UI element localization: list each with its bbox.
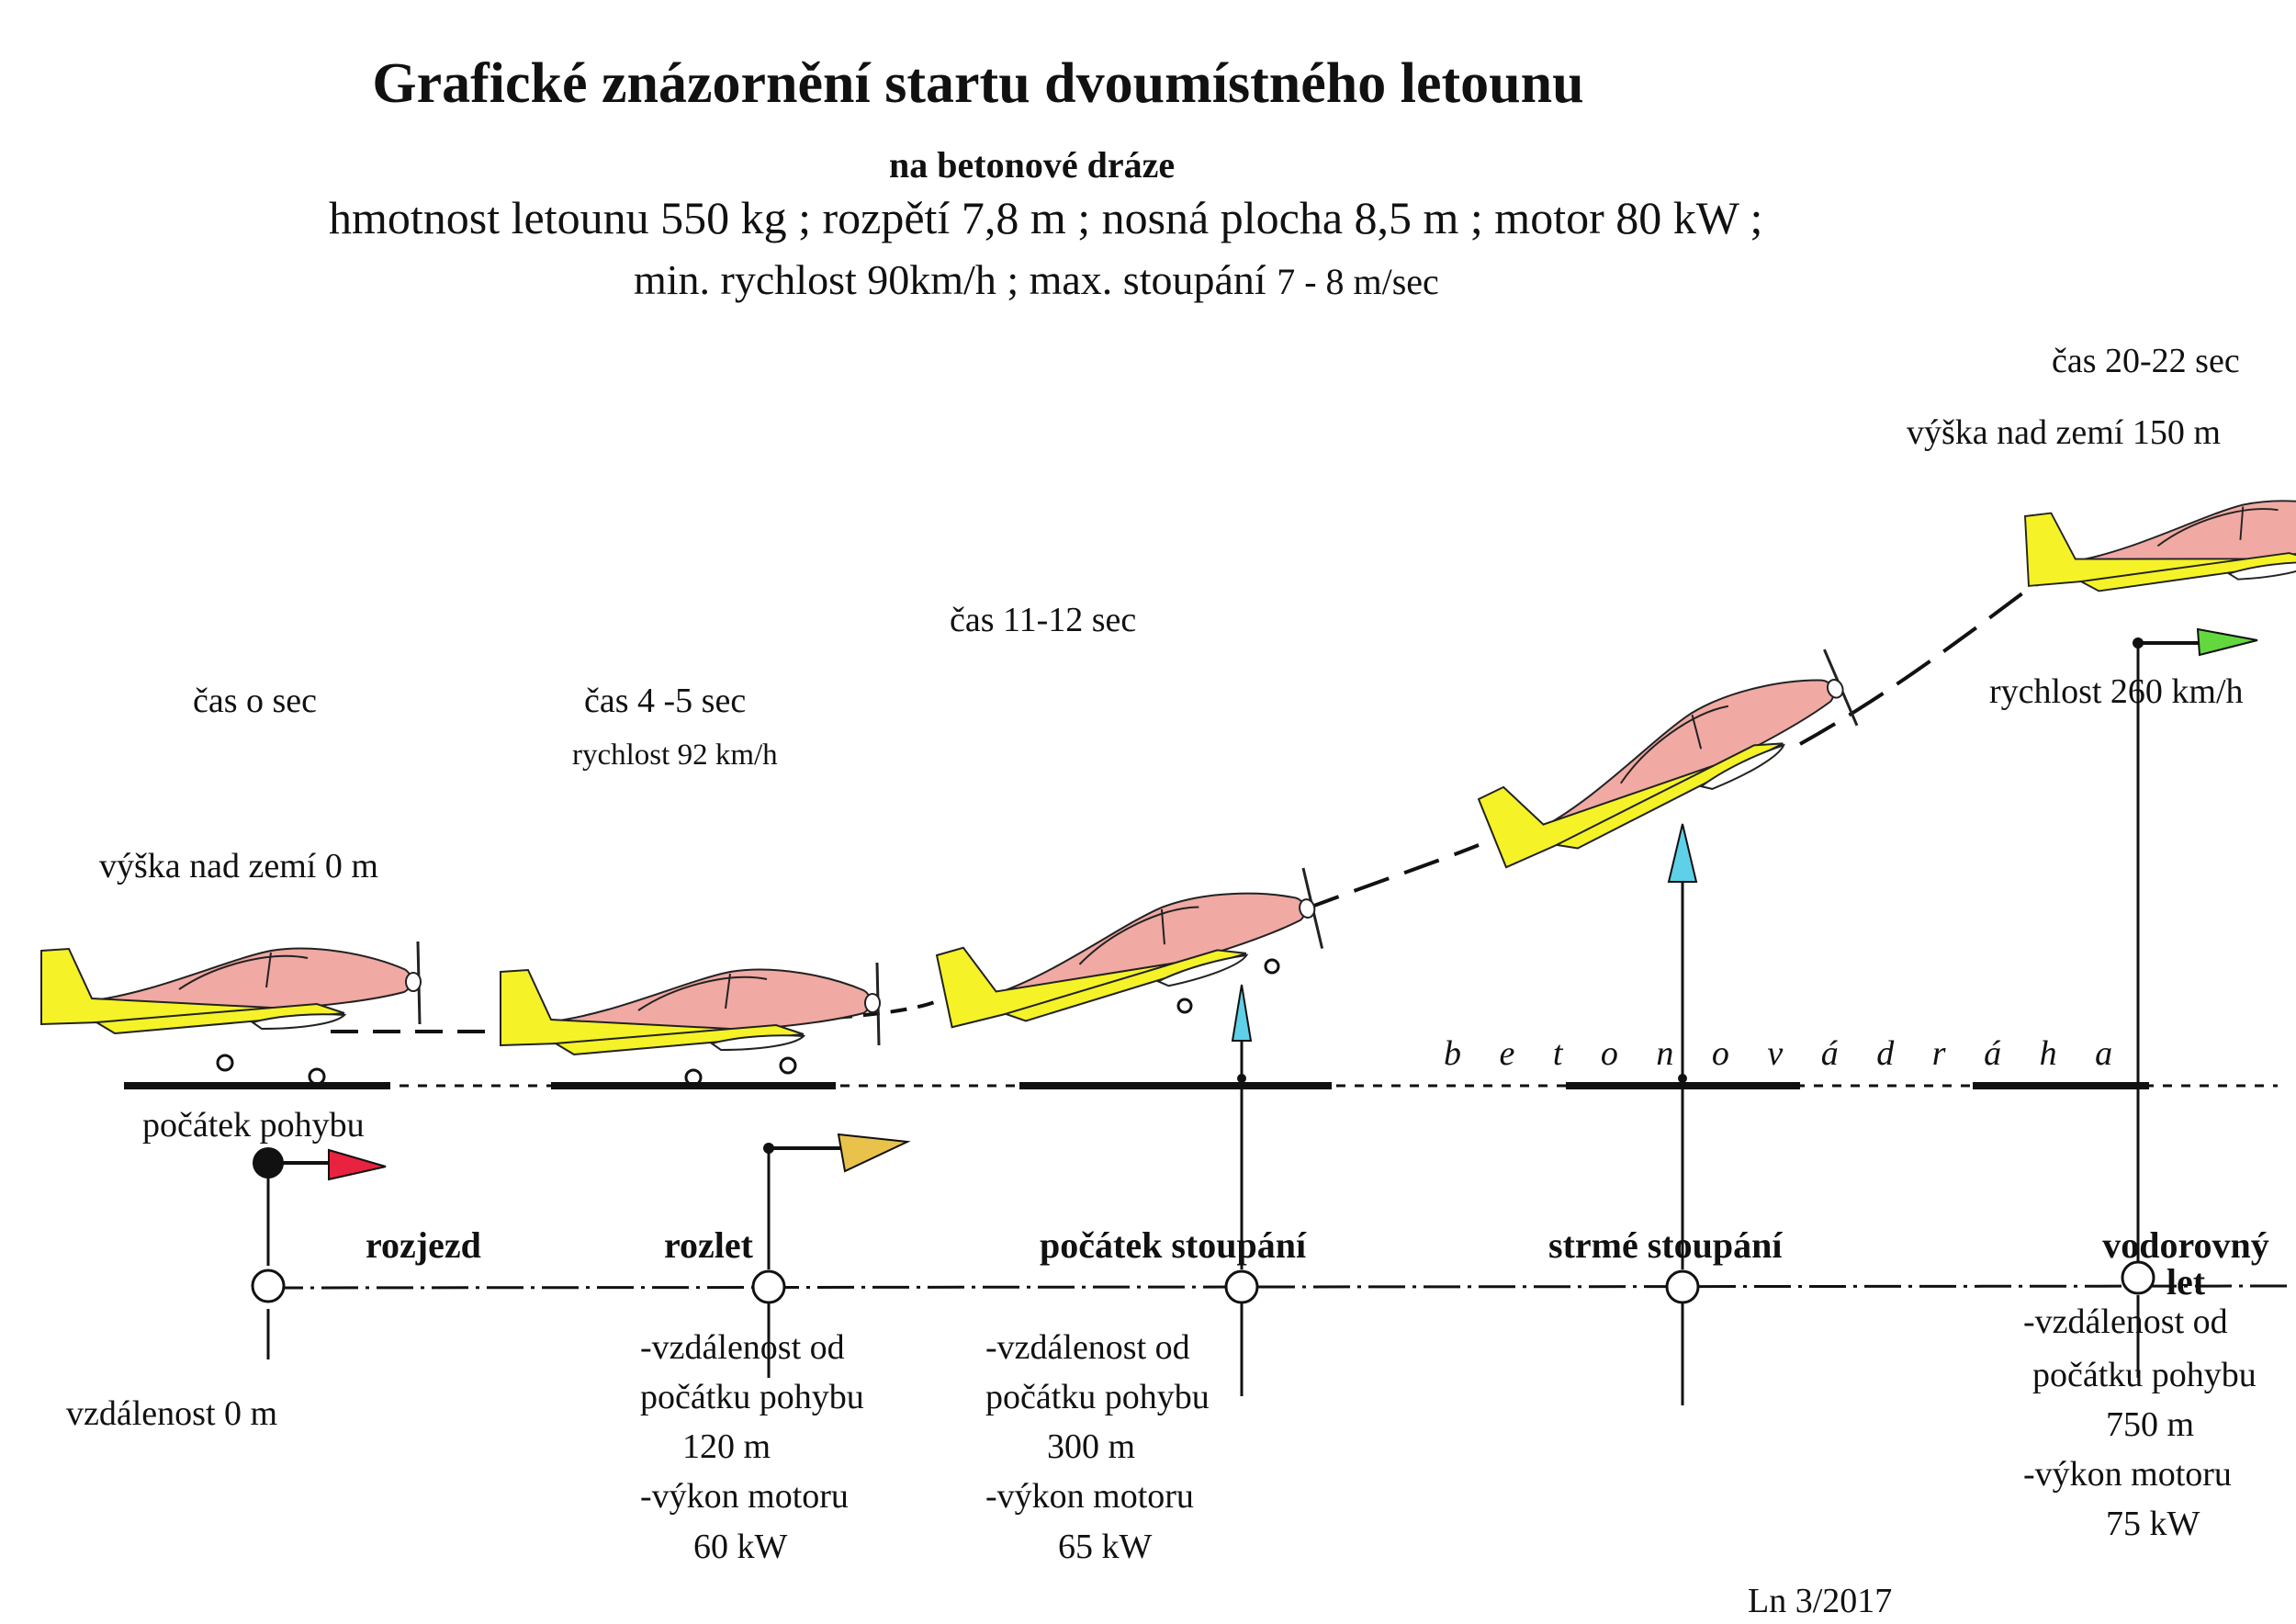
plane-rozlet — [501, 963, 880, 1054]
plane-steep — [1475, 648, 1861, 875]
stage-steep-climb: strmé stoupání — [1548, 1224, 1783, 1266]
climb-time-label: čas 11-12 sec — [950, 601, 1137, 639]
diagram-subtitle: na betonové dráze — [889, 144, 1176, 186]
rozlet-detail-5: 60 kW — [693, 1528, 788, 1566]
start-height-label: výška nad zemí 0 m — [99, 847, 378, 885]
level-time-label: čas 20-22 sec — [2052, 342, 2240, 380]
origin-label: počátek pohybu — [142, 1106, 365, 1145]
rozlet-detail-1: -vzdálenost od — [640, 1328, 845, 1367]
runway-label: b e t o n o v á d r á h a — [1444, 1034, 2128, 1073]
plane-climb — [935, 867, 1325, 1036]
climb-detail-2: počátku pohybu — [985, 1378, 1210, 1416]
rozlet-detail-2: počátku pohybu — [640, 1378, 864, 1416]
rozlet-speed-label: rychlost 92 km/h — [572, 739, 778, 772]
level-height-label: výška nad zemí 150 m — [1907, 413, 2221, 452]
rozlet-time-label: čas 4 -5 sec — [584, 682, 747, 720]
specs-line-2-main: min. rychlost 90km/h ; max. stoupání — [634, 256, 1266, 303]
stage-level-flight: vodorovný let — [2102, 1224, 2269, 1303]
level-detail-5: 75 kW — [2106, 1505, 2200, 1543]
climb-detail-5: 65 kW — [1058, 1528, 1153, 1566]
stage-rozlet: rozlet — [664, 1224, 753, 1266]
level-speed-label: rychlost 260 km/h — [1989, 672, 2244, 711]
plane-start — [41, 942, 421, 1033]
rozlet-detail-4: -výkon motoru — [640, 1477, 849, 1516]
climb-detail-4: -výkon motoru — [985, 1477, 1194, 1516]
level-detail-4: -výkon motoru — [2023, 1455, 2232, 1494]
specs-line-1: hmotnost letounu 550 kg ; rozpětí 7,8 m ; nosná plocha 8,5 m ; motor 80 kW ; — [329, 192, 1763, 243]
climb-detail-3: 300 m — [1047, 1427, 1136, 1466]
stage-climb-start: počátek stoupání — [1040, 1224, 1307, 1266]
level-detail-2: počátku pohybu — [2032, 1356, 2257, 1394]
level-detail-3: 750 m — [2106, 1405, 2195, 1444]
stage-rozjezd: rozjezd — [366, 1224, 481, 1266]
specs-line-2-value: 7 - 8 m/sec — [1277, 261, 1439, 302]
start-distance: vzdálenost 0 m — [66, 1394, 278, 1433]
start-time-label: čas o sec — [193, 682, 318, 720]
level-detail-1: -vzdálenost od — [2023, 1303, 2228, 1341]
rozlet-detail-3: 120 m — [682, 1427, 771, 1466]
diagram-title: Grafické znázornění startu dvoumístného letounu — [372, 52, 1584, 115]
signature: Ln 3/2017 — [1748, 1582, 1893, 1620]
climb-detail-1: -vzdálenost od — [985, 1328, 1190, 1367]
plane-level — [2025, 489, 2296, 594]
